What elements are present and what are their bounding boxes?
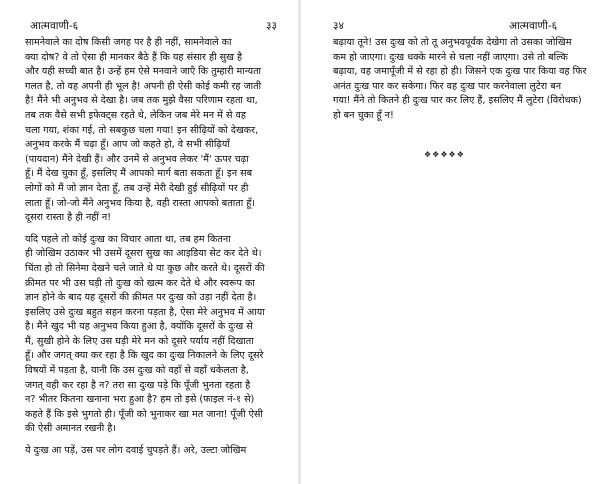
text-line: अनुभव करके मैं चढ़ा हूँ। आप जो कहते हो, वे सभी सीढ़ियाँ [25,139,230,151]
text-line: क़ीमत पर भी उस घड़ी तो दुःख को खत्म कर देते थे और स्वरूप का [25,277,255,289]
text-line: क्या दोष? वे तो ऐसा ही मानकर बैठे हैं कि यह संसार ही सुख है [25,51,243,63]
text-line: है। मैंने खुद भी यह अनुभव किया हुआ है, क्योंकि दूसरों के दुःख से [25,321,253,333]
text-line: कम हो जाएगा। दुःख धक्के मारने से चला नहीं जाएगा। उसे तो बल्कि [333,51,568,63]
text-line: बढ़ाया, वह जमापूँजी में से रहा हो ही। जिसने एक दुःख पार किया वह फिर [333,66,587,78]
text-line: ही जोखिम उठाकर भी उसमें दूसरा सुख का आइडिया सेट कर देते थे। [25,248,262,260]
text-line: दूसरा रास्ता है ही नहीं न! [25,212,112,224]
text-line: गया! मैंने तो कितने ही दुःख पार कर लिए हैं, इसलिए मैं लुटेरा (विरोधक) [333,95,582,107]
right-page [303,0,599,484]
right-page-body [333,36,599,124]
text-line: सामनेवाले का दोष किसी जगह पर है ही नहीं, सामनेवाले का [25,37,232,48]
paragraph-gap [25,437,291,444]
text-line: लोगों को मैं जो ज्ञान देता हूँ, तब उन्हें मेरी देखी हुई सीढ़ियों पर ही [25,182,249,194]
text-line: हो बन चुका हूँ न! [333,109,394,121]
section-end-ornament: ❖❖❖❖❖ [424,150,465,159]
text-line: कहते हैं कि इसे भुगतो ही। पूँजी को भुनाकर खा मत जाना! पूँजी ऐसी [25,408,263,420]
text-line: हूँ। मैं देख चुका हूँ, इसलिए मैं आपको मार्ग बता सकता हूँ। इन सब [25,168,253,180]
paragraph-gap [25,226,291,233]
text-line: इसलिए उसे दुःख बहुत सहन करना पड़ता है, ऐसा मेरे अनुभव में आया [25,306,265,318]
left-page-number: ३३ [266,20,277,32]
book-gutter [298,0,301,484]
text-line: चला गया, शंका गई, तो सबकुछ चला गया! इन सीढ़ियों को देखकर, [25,124,259,136]
text-line: यदि पहले तो कोई दुःख का विचार आता था, तब हम कितना [25,233,231,245]
text-line: तब तक वैसे सभी इफेक्ट्स रहते थे, लेकिन जब मेरे मन में से वह [25,109,246,121]
text-line: जगत् वही कर रहा है न? तरा सा दुःख पड़े कि पूँजी भुनता रहता है [25,379,251,391]
text-line: ज्ञान होने के बाद यह दूसरों की क़ीमत पर दुःख को उड़ा नहीं देता है। [25,292,257,304]
text-line: बढ़ाया तूने! उस दुःख को तो तू अनुभवपूर्वक देखेगा तो उसका जोखिम [333,37,572,48]
text-line: विषयों में पड़ता है, यानी कि उस दुःख को वहाँ से वहाँ धकेलता है, [25,365,249,377]
text-line: लाता हूँ। जो-जो मैंने अनुभव किया है, वही रास्ता आपको बताता हूँ। [25,197,255,209]
right-header-title: आत्मवाणी-६ [509,20,558,32]
text-line: अनंत दुःख पार कर सकेगा। फिर वह दुःख पार करनेवाला लुटेरा बन [333,80,562,92]
right-page-number: ३४ [333,20,344,32]
text-line: और यही सच्ची बात है। उन्हें हम ऐसे मनवाने जाएँ कि तुम्हारी मान्यता [25,66,262,78]
left-header-title: आत्मवाणी-६ [30,20,79,32]
text-line: ये दुःख आ पड़ें, उस पर लोग दवाई चुपड़ते हैं। अरे, उल्टा जोखिम [25,445,247,457]
text-line: की ऐसी अमानत रखनी है। [25,423,116,435]
text-line: है! मैंने भी अनुभव से देखा है। जब तक मुझे वैसा परिणाम रहता था, [25,95,258,107]
text-line: मैं, सुखी होने के लिए उस घड़ी मेरे मन को दूसरे पर्याय नहीं दिखाता [25,335,254,347]
text-line: (पायदान) मैंने देखी हैं। और उनमें से अनुभव लेकर 'मैं' ऊपर चढ़ा [25,153,249,165]
left-page [0,0,296,484]
text-line: न? भीतर कितना खनाना भरा हुआ है? हम तो इसे (फाइल नं-१ से) [25,394,255,406]
left-page-body [25,36,291,459]
text-line: गलत है, तो वह अपनी ही भूल है! अपनी ही ऐसी कोई कमी रह जाती [25,80,262,92]
text-line: हूँ। और जगत् क्या कर रहा है कि खुद का दुःख निकालने के लिए दूसरे [25,350,264,362]
text-line: चिंता हो तो सिनेमा देखने चले जाते थे या कुछ और करते थे। दूसरों की [25,262,265,274]
